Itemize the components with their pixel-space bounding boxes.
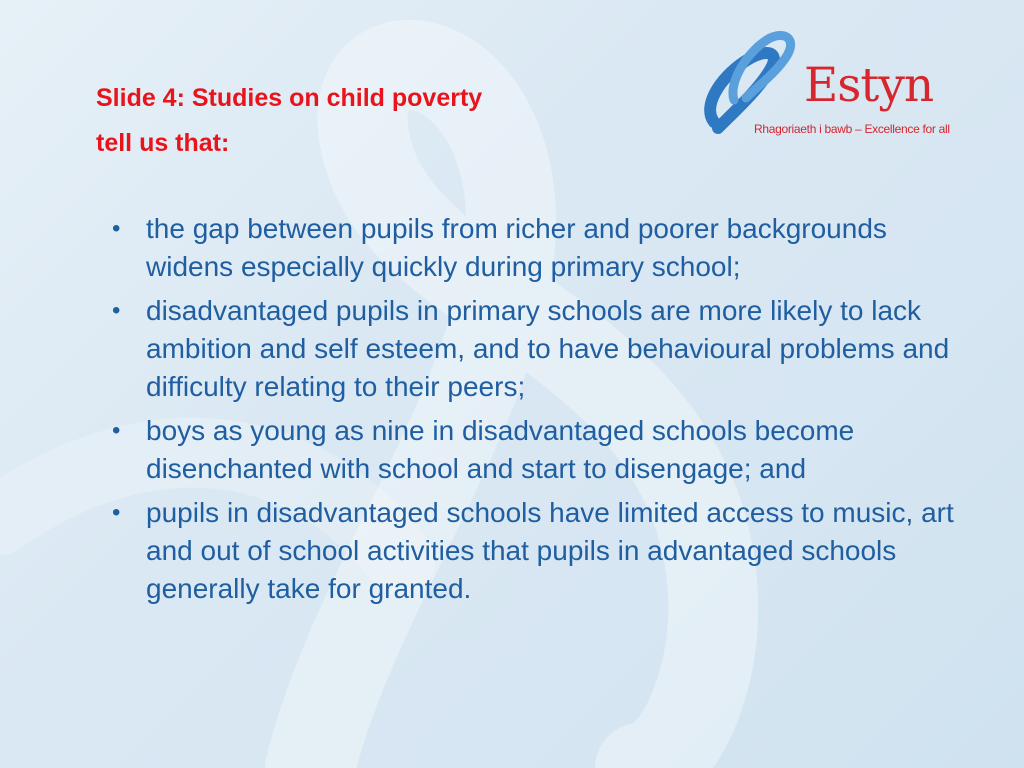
slide-title-line2: tell us that: [96,129,230,157]
list-item [112,292,972,406]
list-item [112,412,972,488]
bullet-icon: • [112,215,121,242]
bullet-text: pupils in disadvantaged schools have limited access to music, art and out of school activities that pupils in advantaged schools generally take for granted. [146,497,954,604]
bullet-text: the gap between pupils from richer and poorer backgrounds widens especially quickly during primary school; [146,213,887,282]
bullet-text: boys as young as nine in disadvantaged schools become disenchanted with school and start to disengage; and [146,415,855,484]
bullet-icon: • [112,417,121,444]
slide-title [96,76,656,166]
bullet-text: disadvantaged pupils in primary schools are more likely to lack ambition and self esteem, and to have behavioural problems and difficulty relating to their peers; [146,295,950,402]
estyn-tagline: Rhagoriaeth i bawb – Excellence for all [754,122,950,136]
estyn-logo [700,26,960,146]
slide-title-line1: Slide 4: Studies on child poverty [96,84,483,112]
estyn-wordmark: Estyn [804,58,934,113]
list-item [112,210,972,286]
bullet-list [112,210,972,614]
bullet-icon: • [112,499,121,526]
list-item [112,494,972,608]
bullet-icon: • [112,297,121,324]
